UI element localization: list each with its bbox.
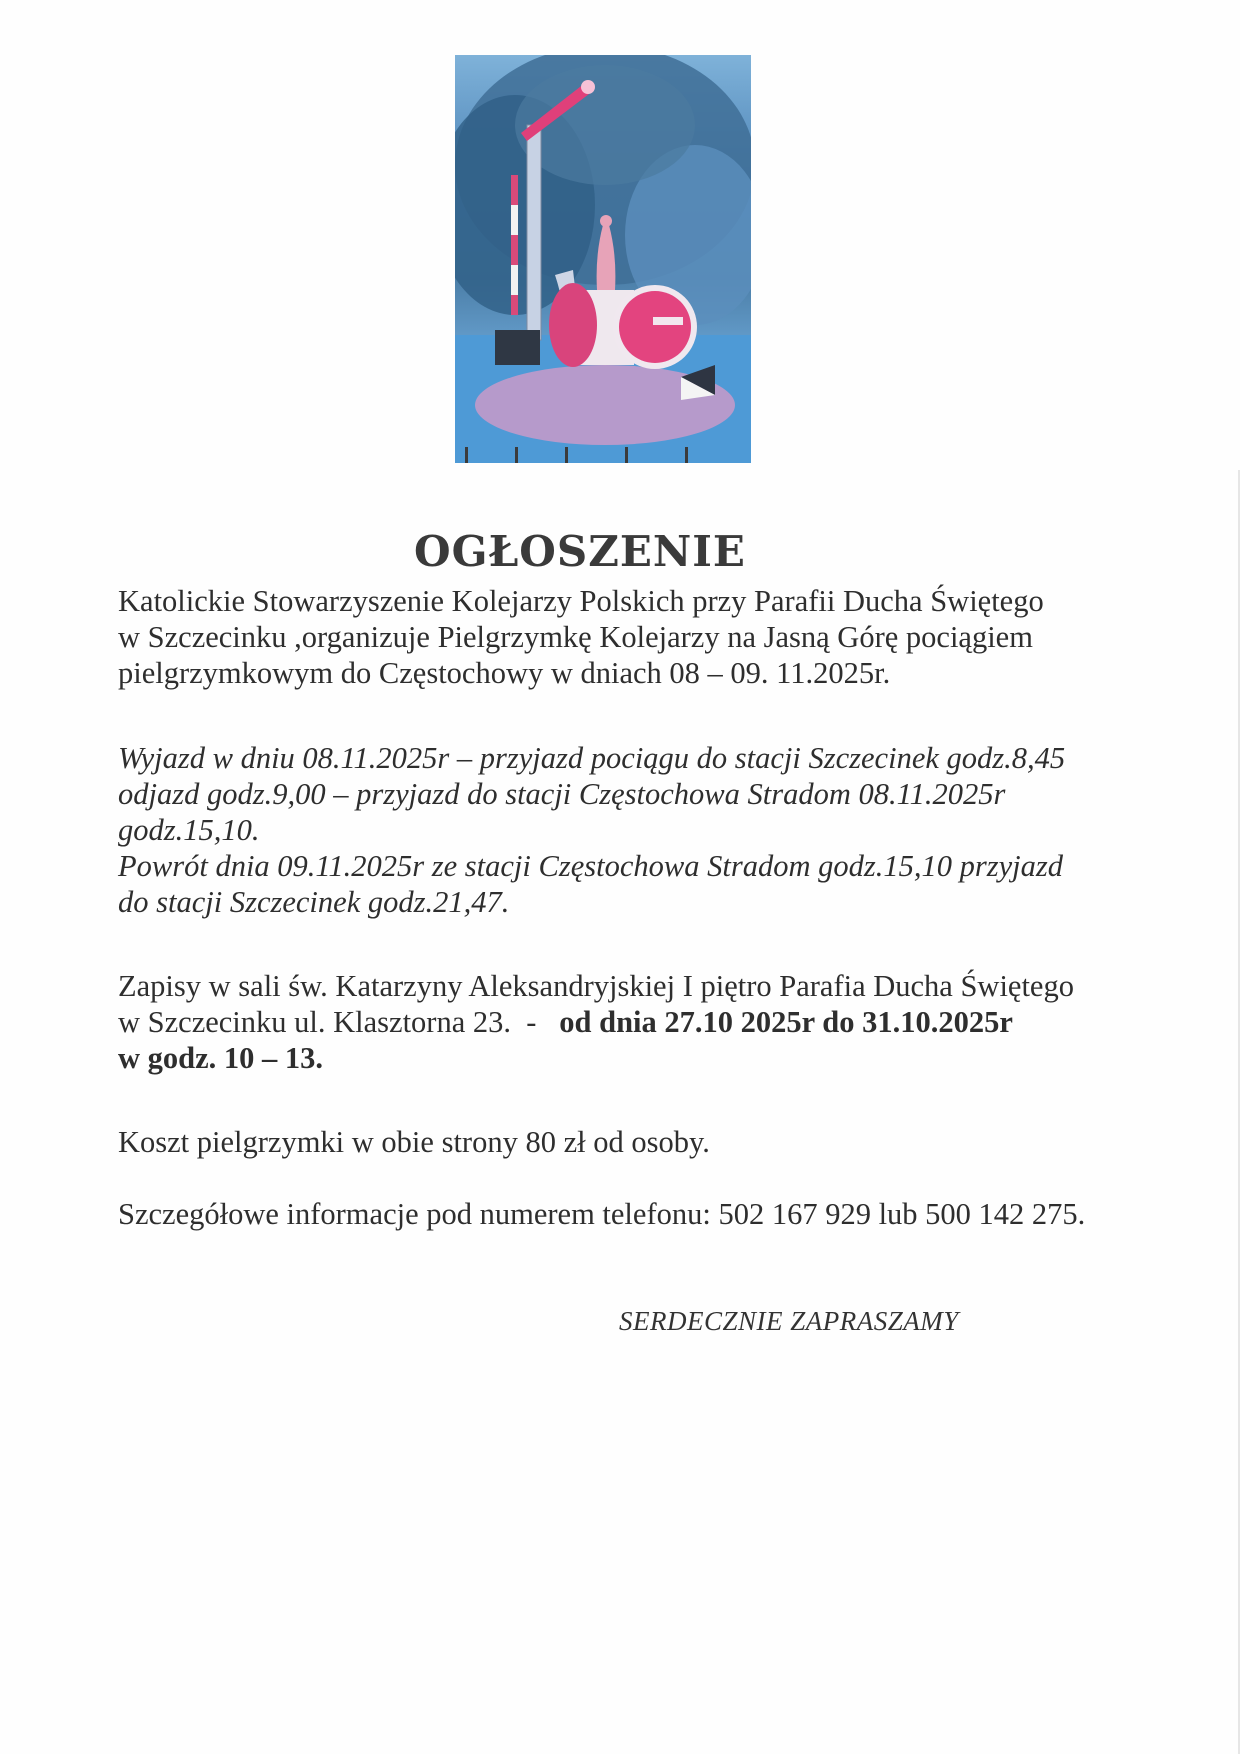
signup-address: w Szczecinku ul. Klasztorna 23. -	[118, 1005, 560, 1039]
departure-line: Wyjazd w dniu 08.11.2025r – przyjazd pociągu do stacji Szczecinek godz.8,45	[118, 741, 1066, 775]
railway-monument-photo	[455, 55, 751, 463]
contact-paragraph	[118, 1196, 1178, 1232]
announcement-title: OGŁOSZENIE	[414, 527, 746, 576]
intro-line: Katolickie Stowarzyszenie Kolejarzy Polskich przy Parafii Ducha Świętego	[118, 584, 1044, 618]
cost-paragraph	[118, 1124, 1178, 1160]
intro-line: pielgrzymkowym do Częstochowy w dniach 08 – 09. 11.2025r.	[118, 656, 891, 690]
closing-invitation: SERDECZNIE ZAPRASZAMY	[619, 1306, 959, 1336]
signup-address-line	[118, 1004, 1178, 1040]
travel-schedule-paragraph	[118, 740, 1178, 920]
return-line: do stacji Szczecinek godz.21,47.	[118, 885, 510, 919]
contact-phone-text: Szczegółowe informacje pod numerem telefonu: 502 167 929 lub 500 142 275.	[118, 1197, 1086, 1231]
signup-dates: od dnia 27.10 2025r do 31.10.2025r	[559, 1005, 1013, 1039]
intro-paragraph	[118, 583, 1178, 691]
signup-paragraph	[118, 968, 1178, 1076]
departure-line: odjazd godz.9,00 – przyjazd do stacji Częstochowa Stradom 08.11.2025r	[118, 777, 1006, 811]
cost-text: Koszt pielgrzymki w obie strony 80 zł od osoby.	[118, 1125, 710, 1159]
photo-illustration	[455, 55, 751, 463]
signup-hours: w godz. 10 – 13.	[118, 1041, 324, 1075]
signup-location-line: Zapisy w sali św. Katarzyny Aleksandryjskiej I piętro Parafia Ducha Świętego	[118, 969, 1074, 1003]
departure-line: godz.15,10.	[118, 813, 260, 847]
intro-line: w Szczecinku ,organizuje Pielgrzymkę Kolejarzy na Jasną Górę pociągiem	[118, 620, 1033, 654]
return-line: Powrót dnia 09.11.2025r ze stacji Częstochowa Stradom godz.15,10 przyjazd	[118, 849, 1063, 883]
